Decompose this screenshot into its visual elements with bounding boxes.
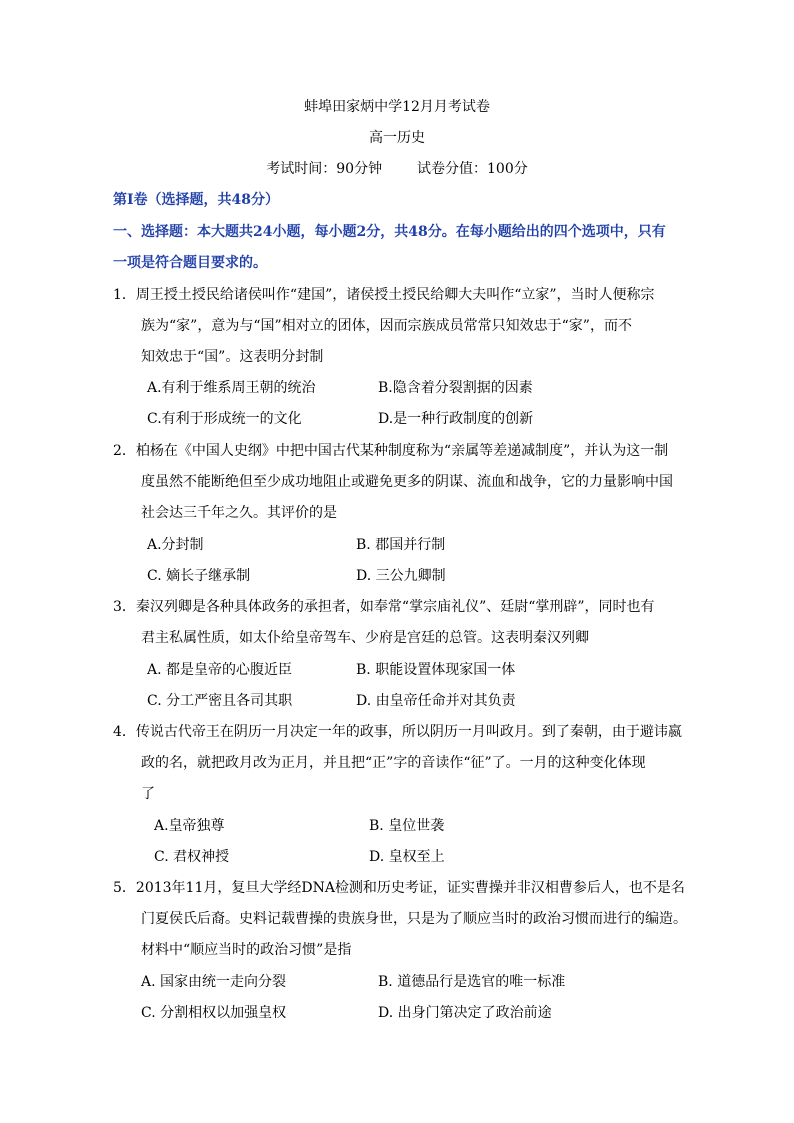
exam-score: 试卷分值：100分 <box>417 161 528 177</box>
question-text-line: 君主私属性质，如太仆给皇帝驾车、少府是宫廷的总管。这表明秦汉列卿 <box>141 630 589 646</box>
option-d: D.是一种行政制度的创新 <box>378 411 534 427</box>
exam-title: 蚌埠田家炳中学12月月考试卷 <box>304 99 490 115</box>
option-a: A. 国家由统一走向分裂 <box>141 974 287 990</box>
section-instruction-line2: 一项是符合题目要求的。 <box>113 255 267 271</box>
question-text-line: 社会达三千年之久。其评价的是 <box>141 505 337 521</box>
question-text-line: 门夏侯氏后裔。史料记载曹操的贵族身世，只是为了顺应当时的政治习惯而进行的编造。 <box>141 911 687 927</box>
option-d: D. 由皇帝任命并对其负责 <box>356 693 516 709</box>
option-b: B.隐含着分裂割据的因素 <box>378 380 533 396</box>
question-text-line: 5．2013年11月，复旦大学经DNA检测和历史考证，证实曹操并非汉相曹参后人，也不是名 <box>113 880 685 896</box>
option-c: C. 分割相权以加强皇权 <box>141 1005 287 1021</box>
subject-title: 高一历史 <box>369 130 425 146</box>
option-c: C.有利于形成统一的文化 <box>147 411 302 427</box>
question-text-line: 2．柏杨在《中国人史纲》中把中国古代某种制度称为“亲属等差递减制度”，并认为这一制 <box>113 443 669 459</box>
question-text-line: 政的名，就把政月改为正月，并且把“正”字的音读作“征”了。一月的这种变化体现 <box>141 755 646 771</box>
option-d: D. 三公九卿制 <box>356 568 446 584</box>
question-text-line: 族为“家”，意为与“国”相对立的团体，因而宗族成员常常只知效忠于“家”，而不 <box>141 318 632 334</box>
option-c: C. 分工严密且各司其职 <box>147 693 293 709</box>
option-a: A.分封制 <box>147 537 204 553</box>
question-text-line: 度虽然不能断绝但至少成功地阻止或避免更多的阴谋、流血和战争，它的力量影响中国 <box>141 474 673 490</box>
option-b: B. 职能设置体现家国一体 <box>356 662 516 678</box>
question-text-line: 1．周王授土授民给诸侯叫作“建国”，诸侯授土授民给卿大夫叫作“立家”，当时人便称宗 <box>113 287 655 303</box>
question-text-line: 3．秦汉列卿是各种具体政务的承担者，如奉常“掌宗庙礼仪”、廷尉“掌刑辟”，同时也有 <box>113 599 655 615</box>
option-b: B. 郡国并行制 <box>356 537 446 553</box>
exam-time: 考试时间：90分钟 <box>266 161 383 177</box>
option-d: D. 出身门第决定了政治前途 <box>378 1005 552 1021</box>
question-text-line: 了 <box>141 786 155 802</box>
question-text-line: 知效忠于“国”。这表明分封制 <box>141 349 324 365</box>
option-c: C. 君权神授 <box>154 849 230 865</box>
option-a: A.皇帝独尊 <box>154 818 225 834</box>
option-a: A.有利于维系周王朝的统治 <box>147 380 316 396</box>
option-a: A. 都是皇帝的心腹近臣 <box>147 662 293 678</box>
option-c: C. 嫡长子继承制 <box>147 568 251 584</box>
section-instruction-line1: 一、选择题：本大题共24小题，每小题2分，共48分。在每小题给出的四个选项中，只有 <box>113 224 666 240</box>
option-b: B. 道德品行是选官的唯一标准 <box>378 974 566 990</box>
section-title: 第Ⅰ卷（选择题，共48分） <box>113 192 280 208</box>
question-text-line: 材料中“顺应当时的政治习惯”是指 <box>141 942 352 958</box>
exam-info <box>0 158 794 178</box>
option-b: B. 皇位世袭 <box>369 818 445 834</box>
option-d: D. 皇权至上 <box>369 849 445 865</box>
question-text-line: 4．传说古代帝王在阴历一月决定一年的政事，所以阴历一月叫政月。到了秦朝，由于避讳嬴 <box>113 724 682 740</box>
